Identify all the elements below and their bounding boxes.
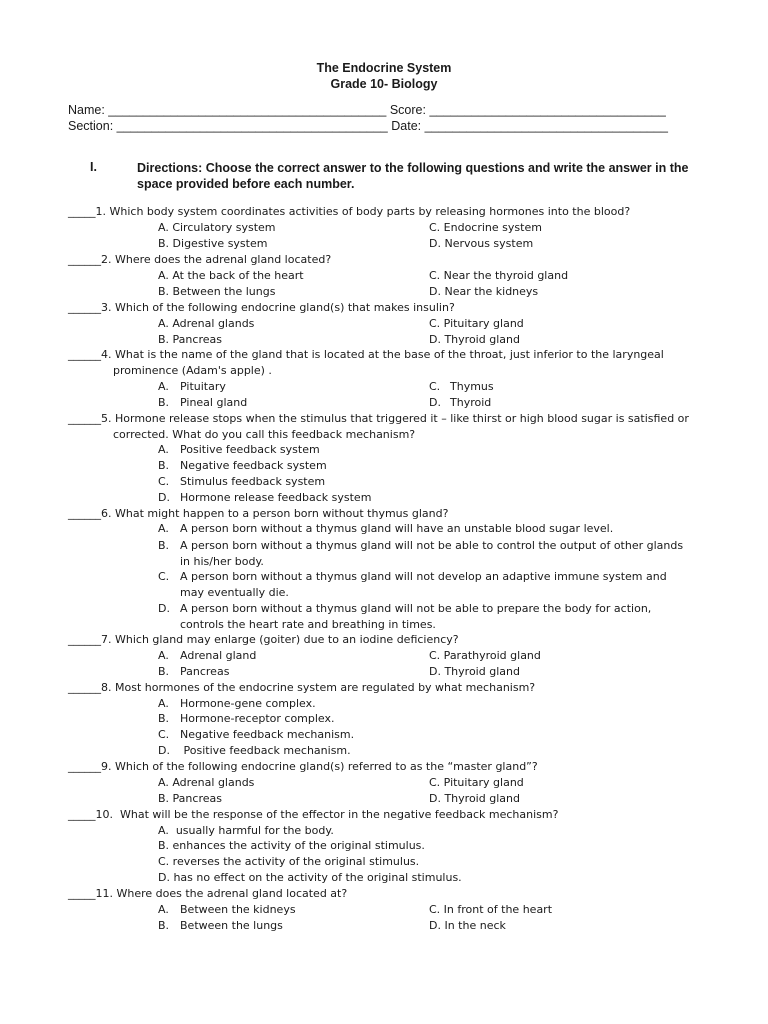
q5-option-d: Hormone release feedback system — [180, 491, 372, 504]
q1-option-c: C. Endocrine system — [429, 221, 542, 234]
q7-label-b: B. — [158, 665, 170, 678]
q8-option-c: Negative feedback mechanism. — [180, 728, 355, 741]
question-6: ______6. What might happen to a person born without thymus gland? — [68, 507, 449, 520]
name-score-line: Name: ________________________________________ Score: __________________________________ — [68, 103, 666, 117]
q11-option-a: Between the kidneys — [180, 903, 296, 916]
q4-label-c: C. — [429, 380, 441, 393]
q3-option-d: D. Thyroid gland — [429, 333, 520, 346]
q8-label-b: B. — [158, 712, 170, 725]
q8-label-c: C. — [158, 728, 170, 741]
q9-option-c: C. Pituitary gland — [429, 776, 524, 789]
q7-label-a: A. — [158, 649, 169, 662]
q10-option-c: C. reverses the activity of the original stimulus. — [158, 855, 420, 868]
question-10: _____10. What will be the response of the effector in the negative feedback mechanism? — [68, 808, 559, 821]
q9-option-a: A. Adrenal glands — [158, 776, 255, 789]
q5-label-d: D. — [158, 491, 170, 504]
q6-label-c: C. — [158, 570, 170, 583]
q5-option-b: Negative feedback system — [180, 459, 327, 472]
q6-option-d: A person born without a thymus gland will not be able to prepare the body for action, controls the heart rate and breathing in times. — [180, 602, 652, 631]
q5-label-a: A. — [158, 443, 169, 456]
q11-label-a: A. — [158, 903, 169, 916]
q4-option-c: Thymus — [450, 380, 494, 393]
q11-option-c: C. In front of the heart — [429, 903, 553, 916]
q1-option-d: D. Nervous system — [429, 237, 534, 250]
q8-option-d: Positive feedback mechanism. — [180, 744, 351, 757]
question-7: ______7. Which gland may enlarge (goiter) due to an iodine deficiency? — [68, 633, 459, 646]
q2-option-d: D. Near the kidneys — [429, 285, 539, 298]
worksheet-title: The Endocrine System — [316, 61, 452, 75]
q1-option-a: A. Circulatory system — [158, 221, 276, 234]
q6-option-b: A person born without a thymus gland will not be able to control the output of other glands in his/her body. — [180, 539, 684, 568]
part-numeral: I. — [90, 160, 97, 174]
question-4: ______4. What is the name of the gland that is located at the base of the throat, just inferior to the laryngeal — [68, 348, 664, 361]
q7-option-c: C. Parathyroid gland — [429, 649, 541, 662]
q9-option-b: B. Pancreas — [158, 792, 222, 805]
question-4-cont: prominence (Adam's apple) . — [113, 364, 272, 377]
q3-option-b: B. Pancreas — [158, 333, 222, 346]
q8-option-b: Hormone-receptor complex. — [180, 712, 335, 725]
q7-option-b: Pancreas — [180, 665, 230, 678]
q6-label-d: D. — [158, 602, 170, 615]
q11-label-b: B. — [158, 919, 170, 932]
q6-option-c: A person born without a thymus gland will not develop an adaptive immune system and may eventually die. — [180, 570, 667, 599]
question-5-cont: corrected. What do you call this feedback mechanism? — [113, 428, 416, 441]
q9-option-d: D. Thyroid gland — [429, 792, 520, 805]
question-11: _____11. Where does the adrenal gland located at? — [68, 887, 348, 900]
q11-option-b: Between the lungs — [180, 919, 283, 932]
q3-option-a: A. Adrenal glands — [158, 317, 255, 330]
q10-option-d: D. has no effect on the activity of the original stimulus. — [158, 871, 462, 884]
q5-label-b: B. — [158, 459, 170, 472]
question-3: ______3. Which of the following endocrine gland(s) that makes insulin? — [68, 301, 455, 314]
q8-label-d: D. — [158, 744, 170, 757]
q4-label-d: D. — [429, 396, 441, 409]
q3-option-c: C. Pituitary gland — [429, 317, 524, 330]
q2-option-c: C. Near the thyroid gland — [429, 269, 569, 282]
q4-option-b: Pineal gland — [180, 396, 248, 409]
q10-option-b: B. enhances the activity of the original stimulus. — [158, 839, 425, 852]
q10-option-a: A. usually harmful for the body. — [158, 824, 334, 837]
q5-option-a: Positive feedback system — [180, 443, 320, 456]
q6-option-a: A person born without a thymus gland will have an unstable blood sugar level. — [180, 522, 614, 535]
q4-label-b: B. — [158, 396, 170, 409]
q6-label-a: A. — [158, 522, 169, 535]
q4-label-a: A. — [158, 380, 169, 393]
q1-option-b: B. Digestive system — [158, 237, 268, 250]
q7-option-d: D. Thyroid gland — [429, 665, 520, 678]
question-2: ______2. Where does the adrenal gland located? — [68, 253, 332, 266]
q2-option-a: A. At the back of the heart — [158, 269, 304, 282]
question-5: ______5. Hormone release stops when the stimulus that triggered it – like thirst or high blood sugar is satisfied or — [68, 412, 689, 425]
q4-option-a: Pituitary — [180, 380, 226, 393]
q6-label-b: B. — [158, 539, 170, 552]
q11-option-d: D. In the neck — [429, 919, 506, 932]
q5-option-c: Stimulus feedback system — [180, 475, 326, 488]
question-1: _____1. Which body system coordinates activities of body parts by releasing hormones into the blood? — [68, 205, 631, 218]
section-date-line: Section: _______________________________________ Date: ___________________________________ — [68, 119, 668, 133]
q7-option-a: Adrenal gland — [180, 649, 257, 662]
q4-option-d: Thyroid — [450, 396, 492, 409]
question-9: ______9. Which of the following endocrine gland(s) referred to as the “master gland”? — [68, 760, 538, 773]
q2-option-b: B. Between the lungs — [158, 285, 276, 298]
q5-label-c: C. — [158, 475, 170, 488]
directions-text: Directions: Choose the correct answer to the following questions and write the answer in the space provided before each number. — [137, 161, 689, 191]
q8-option-a: Hormone-gene complex. — [180, 697, 316, 710]
q8-label-a: A. — [158, 697, 169, 710]
question-8: ______8. Most hormones of the endocrine system are regulated by what mechanism? — [68, 681, 536, 694]
worksheet-subtitle: Grade 10- Biology — [330, 77, 438, 91]
